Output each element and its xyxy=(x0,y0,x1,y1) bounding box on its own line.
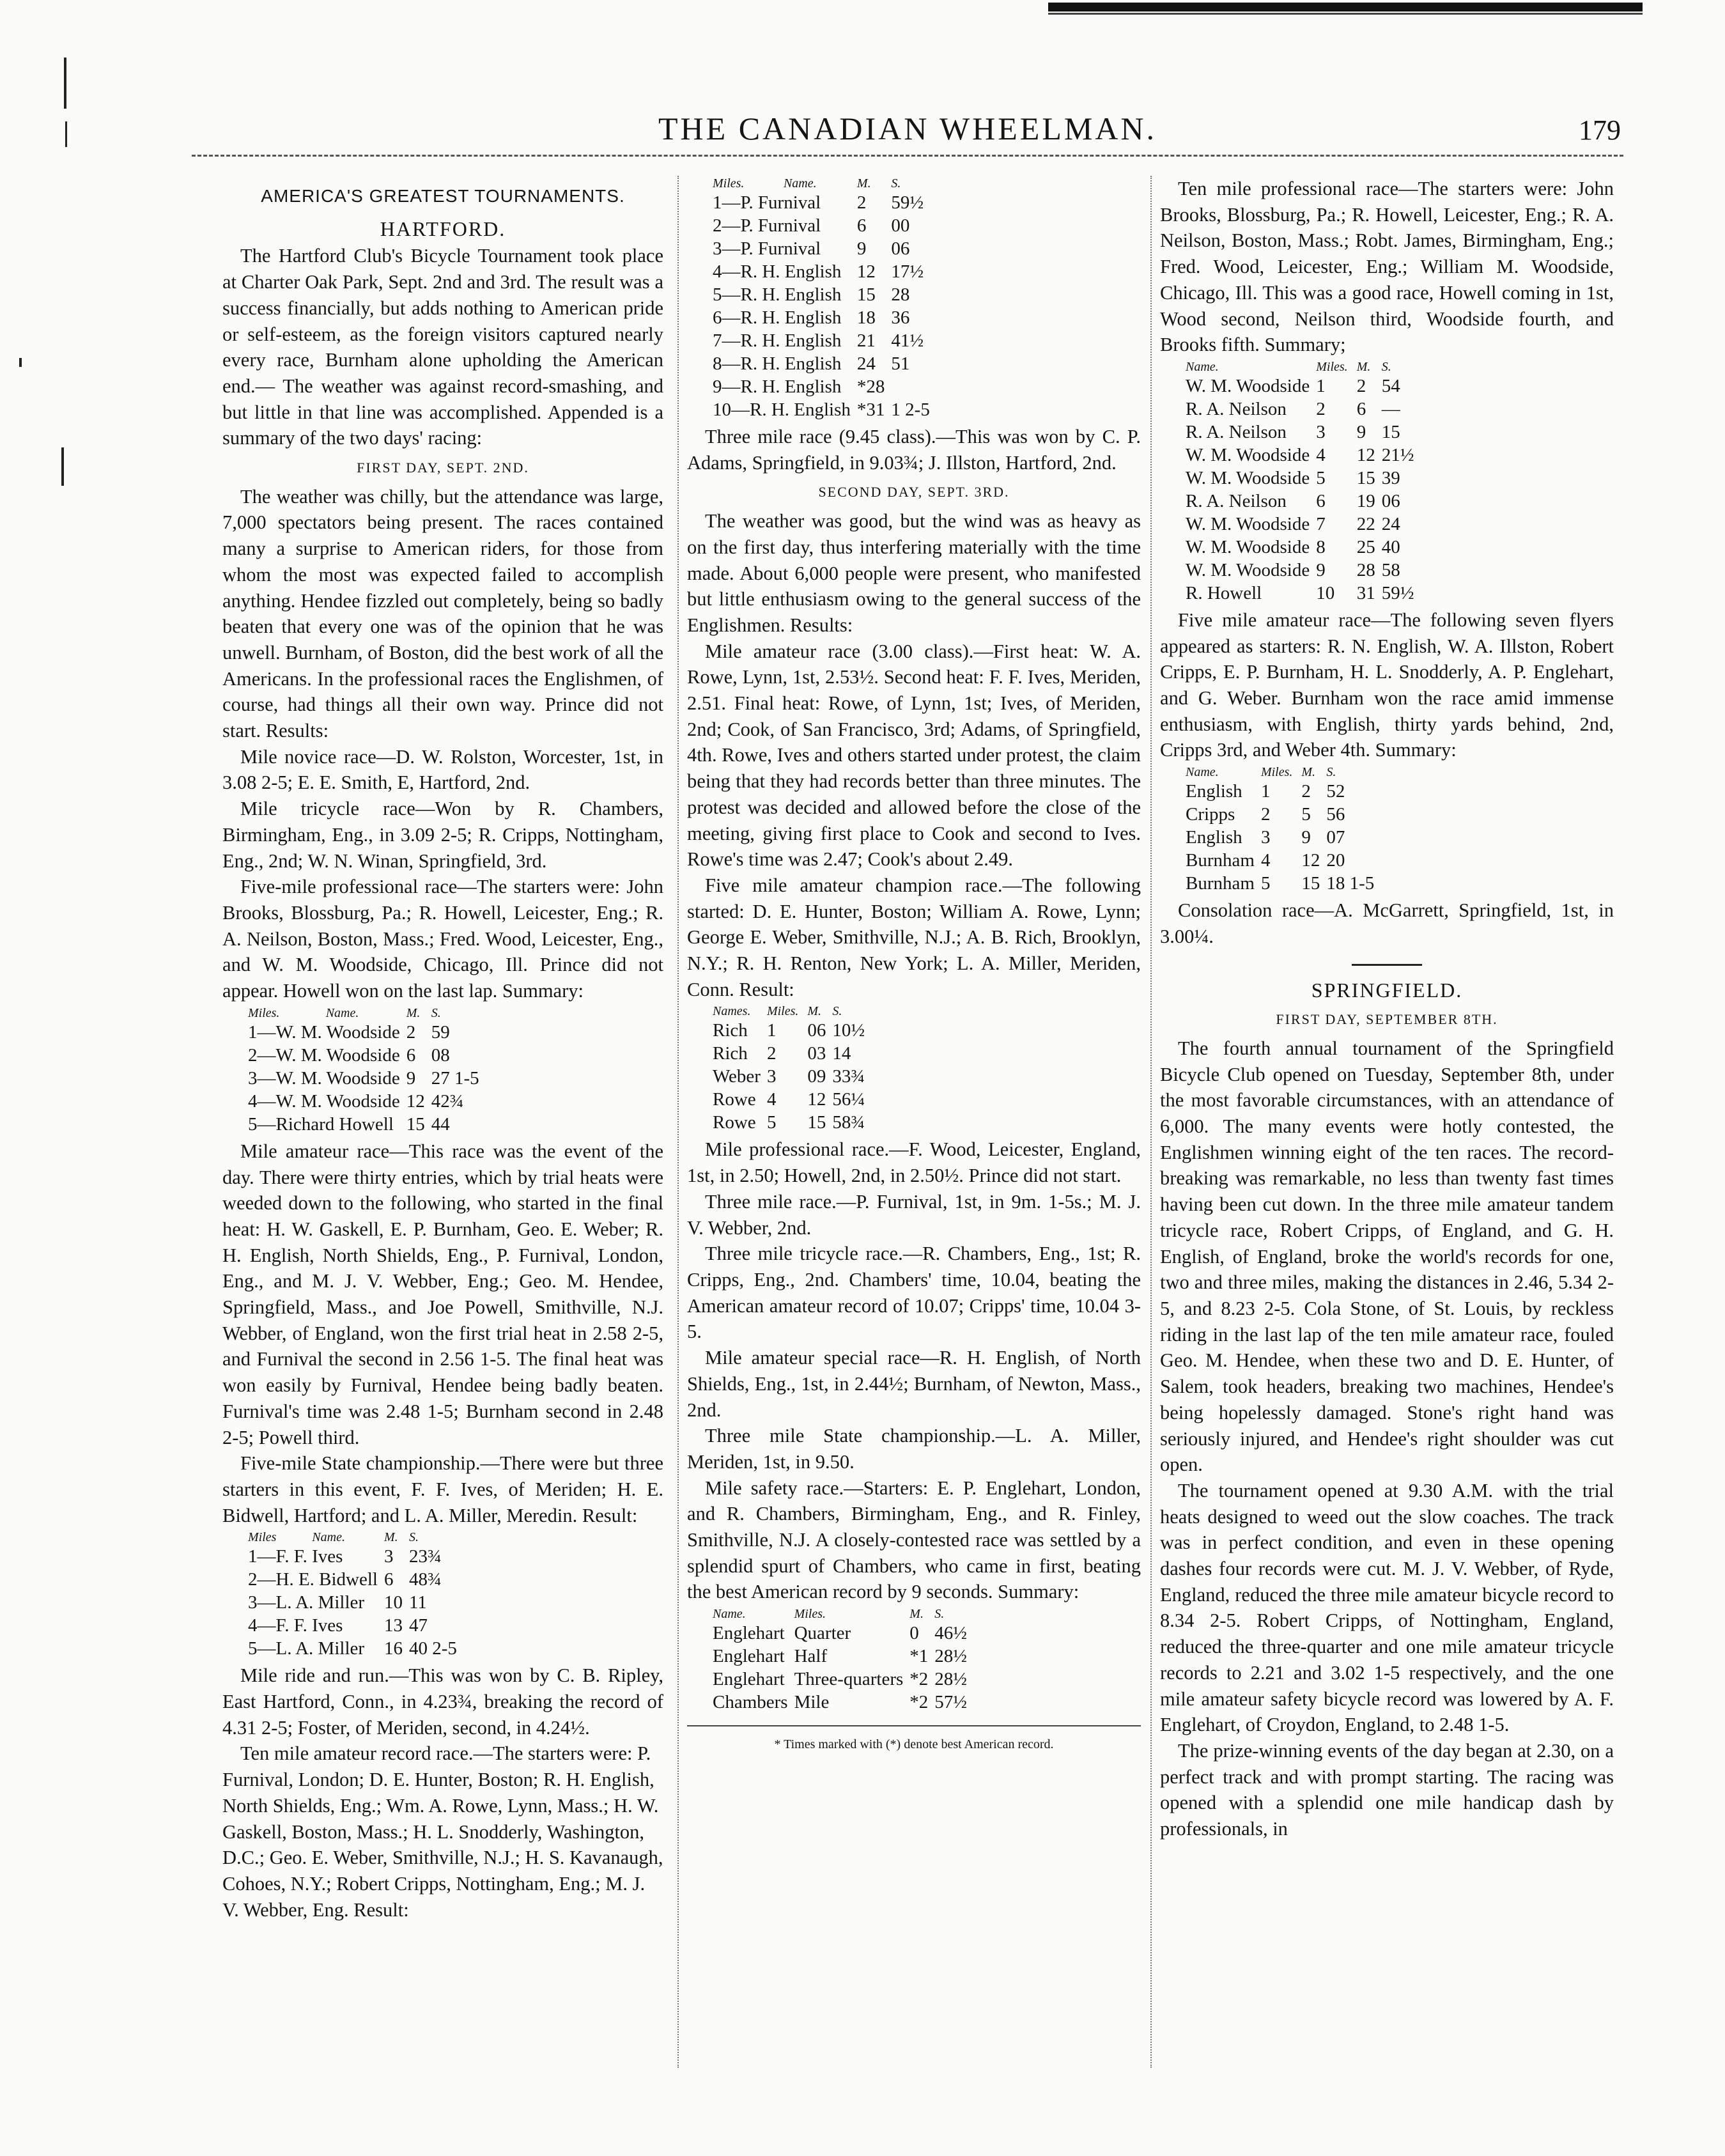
table-header: Name. xyxy=(1186,765,1219,780)
paragraph: Mile novice race—D. W. Rolston, Worcester, 1st, in 3.08 2-5; E. E. Smith, E, Hartford, 2nd. xyxy=(222,745,663,794)
table-header: Miles. xyxy=(713,176,745,190)
table-cell: 17½ xyxy=(891,261,924,282)
top-rule xyxy=(1048,3,1643,12)
table-cell: 20 xyxy=(1326,850,1345,871)
table-cell: *28 xyxy=(856,376,885,397)
table-row xyxy=(248,1044,486,1067)
table-cell: 10—R. H. English xyxy=(713,399,851,420)
table-row xyxy=(713,1088,871,1111)
table-cell: Rowe xyxy=(713,1112,756,1133)
table-header: M. xyxy=(406,1005,421,1020)
table-cell: 4 xyxy=(766,1089,777,1110)
column-1 xyxy=(222,176,663,1923)
table-cell: 4 xyxy=(1316,444,1326,465)
table-row xyxy=(713,283,936,306)
table-cell: 9 xyxy=(856,238,867,259)
table-header: Name. xyxy=(312,1530,345,1545)
table-cell: 33¾ xyxy=(832,1066,865,1087)
section-heading-springfield: SPRINGFIELD. xyxy=(1311,978,1463,1002)
table-cell: 4—F. F. Ives xyxy=(248,1615,343,1636)
table-cell: 58 xyxy=(1381,559,1400,580)
table-cell: 1—P. Furnival xyxy=(713,192,821,213)
header-rule xyxy=(192,155,1623,159)
table-cell: *2 xyxy=(909,1669,929,1690)
table-row xyxy=(1186,872,1381,895)
table-cell: 52 xyxy=(1326,781,1345,802)
table-cell: 03 xyxy=(807,1043,826,1064)
table-row xyxy=(248,1637,463,1660)
table-cell: Rowe xyxy=(713,1089,756,1110)
paragraph: The tournament opened at 9.30 A.M. with the trial heats designed to weed out the slow coaches. The track was in perfect condition, and even in these opening dashes four records were cut. M. J. V. Webber, of Ryde, England, reduced the three mile amateur bicycle record to 8.34 2-5. Robert Cripps, of Nottingham, England, reduced the three-quarter and one mile amateur tricycle records to 2.21 and 3.02 1-5 respectively, and the one mile amateur safety bicycle record was lowered by A. F. Englehart, of Croydon, England, to 2.48 1-5. xyxy=(1160,1479,1614,1736)
table-row xyxy=(1186,513,1420,536)
table-cell: 56 xyxy=(1326,804,1345,825)
table-header: Name. xyxy=(713,1607,746,1622)
table-cell: 6 xyxy=(384,1569,394,1590)
table-header: S. xyxy=(1326,765,1336,780)
results-table xyxy=(248,1005,486,1136)
table-row xyxy=(713,1019,871,1042)
table-cell: 9 xyxy=(1356,421,1366,442)
table-cell: Englehart xyxy=(713,1646,785,1667)
table-header: Miles. xyxy=(794,1607,826,1622)
section-divider xyxy=(1352,964,1422,966)
table-row xyxy=(713,352,936,375)
table-cell: 22 xyxy=(1356,513,1375,534)
table-cell: 08 xyxy=(431,1044,450,1066)
table-cell xyxy=(891,375,936,398)
table-cell: 28½ xyxy=(934,1646,968,1667)
paragraph: Five-mile professional race—The starters were: John Brooks, Blossburg, Pa.; R. Howell, Leicester, Eng.; R. A. Neilson, Boston, Mass.; Fred. Wood, Leicester, Eng., and W. M. Woodside, Chicago, Ill. Prince did not appear. Howell won on the last lap. Summary: xyxy=(222,876,663,1002)
table-cell: 15 xyxy=(1381,421,1400,442)
table-header: Miles. xyxy=(766,1004,799,1019)
table-cell: 9 xyxy=(1301,827,1311,848)
paragraph: Mile tricycle race—Won by R. Chambers, Birmingham, Eng., in 3.09 2-5; R. Cripps, Nottingham, Eng., 2nd; W. N. Winan, Springfield, 3rd. xyxy=(222,798,663,872)
table-cell: 6 xyxy=(1316,490,1326,511)
table-cell: 6—R. H. English xyxy=(713,307,842,328)
results-table xyxy=(1186,764,1381,895)
table-cell: 12 xyxy=(406,1090,425,1112)
table-cell: 59½ xyxy=(1381,582,1414,603)
table-header: M. xyxy=(1301,765,1316,780)
table-cell: *31 xyxy=(856,399,885,420)
table-header: Miles. xyxy=(1316,359,1348,374)
table-header: Name. xyxy=(325,1005,359,1020)
paragraph: Mile ride and run.—This was won by C. B. Ripley, East Hartford, Conn., in 4.23¾, breaking the record of 4.31 2-5; Foster, of Meriden, second, in 4.24½. xyxy=(222,1664,663,1739)
table-cell: 59½ xyxy=(891,192,924,213)
table-cell: English xyxy=(1186,827,1242,848)
table-row xyxy=(713,1622,973,1645)
paragraph: Mile amateur race (3.00 class).—First heat: W. A. Rowe, Lynn, 1st, 2.53½. Second heat: F. F. Ives, Meriden, 2.51. Final heat: Rowe, of Lynn, 1st; Ives, of Meriden, 2nd; Cook, of San Francisco, 3rd; Adams, of Springfield, 4th. Rowe, Ives and others started under protest, the claim being that they had records better than three minutes. The protest was decided and allowed before the close of the meeting, giving first place to Cook and second to Ives. Rowe's time was 2.47; Cook's about 2.49. xyxy=(687,640,1141,871)
table-header: S. xyxy=(1381,359,1391,374)
table-cell: W. M. Woodside xyxy=(1186,467,1310,488)
table-cell: Mile xyxy=(794,1692,830,1713)
table-cell: 7 xyxy=(1316,513,1326,534)
table-cell: 48¾ xyxy=(409,1569,442,1590)
paragraph: Ten mile professional race—The starters were: John Brooks, Blossburg, Pa.; R. Howell, Leicester, Eng.; R. A. Neilson, Boston, Mass.; Robt. James, Birmingham, Eng.; Fred. Wood, Leicester, Eng.; William M. Woodside, Chicago, Ill. This was a good race, Howell coming in 1st, Wood second, Neilson third, Woodside fourth, and Brooks fifth. Summary; xyxy=(1160,178,1614,356)
table-cell: Chambers xyxy=(713,1692,788,1713)
table-cell: Englehart xyxy=(713,1623,785,1644)
table-cell: 14 xyxy=(832,1043,851,1064)
day-heading: FIRST DAY, SEPTEMBER 8TH. xyxy=(1276,1011,1498,1028)
table-cell: 1—F. F. Ives xyxy=(248,1546,343,1567)
table-header: S. xyxy=(409,1530,419,1545)
table-row xyxy=(1186,421,1420,444)
table-header: Name. xyxy=(783,176,817,190)
table-cell: 31 xyxy=(1356,582,1375,603)
table-cell: 25 xyxy=(1356,536,1375,557)
table-cell: 5—Richard Howell xyxy=(248,1113,394,1135)
table-cell: Half xyxy=(794,1646,828,1667)
table-row xyxy=(248,1090,486,1113)
paragraph: Three mile State championship.—L. A. Miller, Meriden, 1st, in 9.50. xyxy=(687,1425,1141,1473)
table-cell: English xyxy=(1186,781,1242,802)
table-cell: 4 xyxy=(1260,850,1271,871)
paragraph: Ten mile amateur record race.—The starters were: P. Furnival, London; D. E. Hunter, Boston; R. H. English, North Shields, Eng.; Wm. A. Rowe, Lynn, Mass.; H. W. Gaskell, Boston, Mass.; H. L. Snodderly, Washington, D.C.; Geo. E. Weber, Smithville, N.J.; H. S. Kavanaugh, Cohoes, N.Y.; Robert Cripps, Nottingham, Eng.; M. J. V. Webber, Eng. Result: xyxy=(222,1742,663,1921)
table-cell: 2 xyxy=(856,192,867,213)
table-row xyxy=(1186,826,1381,849)
table-cell: W. M. Woodside xyxy=(1186,536,1310,557)
table-cell: 46½ xyxy=(934,1623,968,1644)
table-cell: 39 xyxy=(1381,467,1400,488)
table-cell: 5 xyxy=(1260,873,1271,894)
table-cell: 9—R. H. English xyxy=(713,376,842,397)
table-cell: 27 1-5 xyxy=(431,1067,479,1089)
table-cell: 6 xyxy=(856,215,867,236)
table-row xyxy=(1186,582,1420,605)
table-row xyxy=(1186,780,1381,803)
table-cell: 15 xyxy=(406,1113,425,1135)
results-table xyxy=(713,176,936,421)
table-cell: 2—H. E. Bidwell xyxy=(248,1569,378,1590)
table-cell: 2 xyxy=(766,1043,777,1064)
table-row xyxy=(713,1668,973,1691)
table-row xyxy=(1186,490,1420,513)
table-cell: Rich xyxy=(713,1043,748,1064)
table-cell: 1 2-5 xyxy=(891,399,930,420)
table-cell: 5 xyxy=(1301,804,1311,825)
table-cell: Burnham xyxy=(1186,873,1255,894)
table-cell: Three-quarters xyxy=(794,1669,904,1690)
footnote: * Times marked with (*) denote best American record. xyxy=(687,1725,1141,1758)
table-row xyxy=(713,237,936,260)
table-cell: 40 xyxy=(1381,536,1400,557)
day-heading: FIRST DAY, SEPT. 2ND. xyxy=(357,460,529,476)
table-row xyxy=(713,214,936,237)
table-cell: Englehart xyxy=(713,1669,785,1690)
table-header: S. xyxy=(832,1004,842,1019)
table-cell: 2—W. M. Woodside xyxy=(248,1044,400,1066)
table-row xyxy=(713,260,936,283)
table-cell: 06 xyxy=(891,238,910,259)
table-cell: 24 xyxy=(1381,513,1400,534)
table-cell: 09 xyxy=(807,1066,826,1087)
paragraph: The weather was good, but the wind was as heavy as on the first day, thus interfering materially with the time made. About 6,000 people were present, who manifested but little enthusiasm owing to the general success of the Englishmen. Results: xyxy=(687,510,1141,636)
paragraph: Mile safety race.—Starters: E. P. Englehart, London, and R. Chambers, Birmingham, Eng., and R. Finley, Smithville, N.J. A closely-contested race was settled by a splendid spurt of Chambers, who came in first, beating the best American record by 9 seconds. Summary: xyxy=(687,1477,1141,1603)
table-header: Miles. xyxy=(248,1005,280,1020)
table-cell: 40 2-5 xyxy=(409,1638,457,1659)
table-row xyxy=(713,375,936,398)
table-cell: Burnham xyxy=(1186,850,1255,871)
table-cell: 3 xyxy=(1260,827,1271,848)
table-cell: 12 xyxy=(856,261,876,282)
table-row xyxy=(1186,375,1420,398)
paragraph: The fourth annual tournament of the Springfield Bicycle Club opened on Tuesday, September 8th, under the most favorable circumstances, with an attendance of 6,000. The many events were hotly contested, the Englishmen winning eight of the ten races. The record-breaking was remarkable, no less than twenty fast times having been cut down. In the three mile amateur tandem tricycle race, Robert Cripps, of England, and G. H. English, of England, broke the world's records for one, two and three miles, making the distances in 2.46, 5.34 2-5, and 8.23 2-5. Cola Stone, of St. Louis, by reckless riding in the last lap of the ten mile amateur race, fouled Geo. M. Hendee, when these two and D. E. Hunter, of Salem, took headers, breaking two machines, Hendee's being hopelessly damaged. Stone's right hand was seriously injured, and Hendee's right shoulder was cut open. xyxy=(1160,1037,1614,1476)
table-cell: 10 xyxy=(1316,582,1335,603)
table-cell: 2 xyxy=(406,1021,416,1043)
table-cell: 10½ xyxy=(832,1020,865,1041)
table-cell: 5 xyxy=(766,1112,777,1133)
table-cell: 9 xyxy=(1316,559,1326,580)
table-cell: *1 xyxy=(909,1646,929,1667)
table-cell: 57½ xyxy=(934,1692,968,1713)
table-cell: 12 xyxy=(1356,444,1375,465)
margin-mark xyxy=(61,447,64,486)
table-cell: 28½ xyxy=(934,1669,968,1690)
table-header: Miles xyxy=(248,1530,277,1545)
table-cell: 5 xyxy=(1316,467,1326,488)
table-cell: 3—W. M. Woodside xyxy=(248,1067,400,1089)
masthead-title: THE CANADIAN WHEELMAN. xyxy=(658,111,1157,146)
table-cell: 42¾ xyxy=(431,1090,464,1112)
column-divider xyxy=(1150,176,1152,2068)
table-header: S. xyxy=(891,176,901,190)
table-cell: *2 xyxy=(909,1692,929,1713)
paragraph: The weather was chilly, but the attendance was large, 7,000 spectators being present. The races contained many a surprise to American riders, for those from whom the most was expected failed to accomplish anything. Hendee fizzled out completely, being so badly beaten that every one was of the opinion that he was unwell. Burnham, of Boston, did the best work of all the Americans. In the professional races the Englishmen, of course, had things all their own way. Prince did not start. Results: xyxy=(222,485,663,742)
table-cell: W. M. Woodside xyxy=(1186,444,1310,465)
table-cell: 3 xyxy=(766,1066,777,1087)
results-table xyxy=(248,1530,463,1660)
column-divider xyxy=(677,176,679,2068)
table-cell: 1—W. M. Woodside xyxy=(248,1021,400,1043)
table-header: M. xyxy=(807,1004,822,1019)
table-cell: R. A. Neilson xyxy=(1186,490,1287,511)
paragraph: Mile amateur special race—R. H. English, of North Shields, Eng., 1st, in 2.44½; Burnham, of Newton, Mass., 2nd. xyxy=(687,1347,1141,1421)
table-cell: 19 xyxy=(1356,490,1375,511)
table-cell: 15 xyxy=(807,1112,826,1133)
table-row xyxy=(1186,536,1420,559)
table-cell: 12 xyxy=(807,1089,826,1110)
results-table xyxy=(713,1004,871,1134)
table-cell: 07 xyxy=(1326,827,1345,848)
table-cell: 0 xyxy=(909,1623,919,1644)
table-cell: 5—R. H. English xyxy=(713,284,842,305)
paragraph: The Hartford Club's Bicycle Tournament took place at Charter Oak Park, Sept. 2nd and 3rd. The result was a success financially, but adds nothing to American pride or self-esteem, as the foreign visitors captured nearly every race, Burnham alone upholding the American end.— The weather was against record-smashing, and but little in that line was accomplished. Appended is a summary of the two days' racing: xyxy=(222,245,663,449)
table-cell: 3—P. Furnival xyxy=(713,238,821,259)
paragraph: Five mile amateur race—The following seven flyers appeared as starters: R. N. English, W. A. Illston, Robert Cripps, E. P. Burnham, H. L. Snodderly, A. P. Englehart, and G. Weber. Burnham won the race amid immense enthusiasm, with English, thirty yards behind, 2nd, Cripps 3rd, and Weber 4th. Summary: xyxy=(1160,609,1614,761)
table-cell: 1 xyxy=(766,1020,777,1041)
table-cell: 47 xyxy=(409,1615,428,1636)
table-row xyxy=(1186,444,1420,467)
table-row xyxy=(713,1645,973,1668)
paragraph: Mile amateur race—This race was the event of the day. There were thirty entries, which by trial heats were weeded down to the following, who started in the final heat: H. W. Gaskell, E. P. Burnham, Geo. E. Weber; R. H. English, North Shields, Eng., P. Furnival, London, Eng., and M. J. V. Webber, Eng.; Geo. M. Hendee, Springfield, Mass., and Joe Powell, Smithville, N.J. Webber, of England, won the first trial heat in 2.58 2-5, and Furnival the second in 2.56 1-5. The final heat was won easily by Furnival, Hendee being badly beaten. Furnival's time was 2.48 1-5; Burnham second in 2.48 2-5; Powell third. xyxy=(222,1140,663,1448)
table-cell: 44 xyxy=(431,1113,450,1135)
table-cell: 54 xyxy=(1381,375,1400,396)
table-cell: 36 xyxy=(891,307,910,328)
table-cell: 4—R. H. English xyxy=(713,261,842,282)
table-cell: 15 xyxy=(1356,467,1375,488)
table-cell: Quarter xyxy=(794,1623,851,1644)
table-cell: 24 xyxy=(856,353,876,374)
table-row xyxy=(713,1111,871,1134)
paragraph: Five-mile State championship.—There were but three starters in this event, F. F. Ives, of Meriden; H. E. Bidwell, Hartford; and L. A. Miller, Meredin. Result: xyxy=(222,1452,663,1526)
table-cell: 3 xyxy=(384,1546,394,1567)
table-cell: R. Howell xyxy=(1186,582,1262,603)
paragraph: Three mile tricycle race.—R. Chambers, Eng., 1st; R. Cripps, Eng., 2nd. Chambers' time, 10.04, beating the American amateur record of 10.07; Cripps' time, 10.04 3-5. xyxy=(687,1243,1141,1343)
table-cell: 11 xyxy=(409,1592,427,1613)
table-cell: — xyxy=(1381,398,1400,419)
section-heading-hartford: HARTFORD. xyxy=(380,217,506,240)
table-cell: 4—W. M. Woodside xyxy=(248,1090,400,1112)
table-header: M. xyxy=(909,1607,924,1622)
table-cell: 59 xyxy=(431,1021,450,1043)
table-header: S. xyxy=(934,1607,945,1622)
table-cell: W. M. Woodside xyxy=(1186,375,1310,396)
table-row xyxy=(248,1545,463,1568)
table-row xyxy=(248,1614,463,1637)
table-cell: 9 xyxy=(406,1067,416,1089)
table-header: Names. xyxy=(713,1004,751,1019)
table-cell: Rich xyxy=(713,1020,748,1041)
table-cell: 16 xyxy=(384,1638,403,1659)
column-3 xyxy=(1160,176,1614,1842)
table-row xyxy=(713,1042,871,1065)
article-title: AMERICA'S GREATEST TOURNAMENTS. xyxy=(261,186,625,206)
table-row xyxy=(1186,849,1381,872)
table-cell: 18 xyxy=(856,307,876,328)
table-cell: 21½ xyxy=(1381,444,1414,465)
table-cell: 58¾ xyxy=(832,1112,865,1133)
table-header: M. xyxy=(856,176,871,190)
paragraph: Three mile race.—P. Furnival, 1st, in 9m. 1-5s.; M. J. V. Webber, 2nd. xyxy=(687,1190,1141,1239)
table-cell: 2—P. Furnival xyxy=(713,215,821,236)
table-cell: 2 xyxy=(1301,781,1311,802)
table-row xyxy=(248,1021,486,1044)
table-cell: 51 xyxy=(891,353,910,374)
table-cell: 06 xyxy=(807,1020,826,1041)
table-cell: 18 1-5 xyxy=(1326,873,1375,894)
table-cell: 2 xyxy=(1260,804,1271,825)
table-cell: 56¼ xyxy=(832,1089,865,1110)
table-cell: 13 xyxy=(384,1615,403,1636)
table-header: S. xyxy=(431,1005,441,1020)
results-table xyxy=(1186,359,1420,605)
day-heading: SECOND DAY, SEPT. 3RD. xyxy=(818,484,1010,500)
table-cell: R. A. Neilson xyxy=(1186,421,1287,442)
table-cell: 15 xyxy=(1301,873,1320,894)
table-cell: 3—L. A. Miller xyxy=(248,1592,365,1613)
table-cell: R. A. Neilson xyxy=(1186,398,1287,419)
table-header: Name. xyxy=(1186,359,1219,374)
paragraph: The prize-winning events of the day began at 2.30, on a perfect track and with prompt starting. The racing was opened with a splendid one mile handicap dash by professionals, in xyxy=(1160,1739,1614,1840)
paragraph: Three mile race (9.45 class).—This was won by C. P. Adams, Springfield, in 9.03¾; J. Illston, Hartford, 2nd. xyxy=(687,426,1141,474)
table-row xyxy=(713,398,936,421)
page-number: 179 xyxy=(1579,114,1621,146)
margin-mark xyxy=(65,121,67,147)
table-cell: 6 xyxy=(406,1044,416,1066)
table-row xyxy=(248,1568,463,1591)
table-cell: 8 xyxy=(1316,536,1326,557)
table-row xyxy=(248,1113,486,1136)
table-cell: 21 xyxy=(856,330,876,351)
table-cell: Weber xyxy=(713,1066,761,1087)
table-cell: W. M. Woodside xyxy=(1186,559,1310,580)
column-2 xyxy=(687,176,1141,1758)
table-cell: 2 xyxy=(1316,398,1326,419)
table-cell: 7—R. H. English xyxy=(713,330,842,351)
table-cell: 00 xyxy=(891,215,910,236)
table-cell: Cripps xyxy=(1186,804,1235,825)
table-row xyxy=(248,1591,463,1614)
table-cell: 10 xyxy=(384,1592,403,1613)
table-cell: 15 xyxy=(856,284,876,305)
paragraph: Five mile amateur champion race.—The following started: D. E. Hunter, Boston; William A. Rowe, Lynn; George E. Weber, Smithville, N.J.; A. B. Rich, Brooklyn, N.Y.; R. H. Renton, New York; L. A. Miller, Meriden, Conn. Result: xyxy=(687,874,1141,1000)
table-row xyxy=(1186,398,1420,421)
table-header: M. xyxy=(1356,359,1371,374)
table-cell: 5—L. A. Miller xyxy=(248,1638,365,1659)
table-cell: 28 xyxy=(1356,559,1375,580)
margin-mark xyxy=(64,58,66,109)
table-row xyxy=(1186,467,1420,490)
table-cell: 1 xyxy=(1260,781,1271,802)
table-row xyxy=(1186,559,1420,582)
table-cell: 12 xyxy=(1301,850,1320,871)
table-row xyxy=(713,306,936,329)
table-header: Miles. xyxy=(1260,765,1293,780)
table-row xyxy=(248,1067,486,1090)
table-cell: 6 xyxy=(1356,398,1366,419)
table-row xyxy=(713,329,936,352)
table-cell: 06 xyxy=(1381,490,1400,511)
results-table xyxy=(713,1606,973,1714)
table-row xyxy=(713,1691,973,1714)
table-header: M. xyxy=(384,1530,398,1545)
table-cell: 2 xyxy=(1356,375,1366,396)
table-cell: 28 xyxy=(891,284,910,305)
margin-mark xyxy=(19,358,22,367)
table-cell: 23¾ xyxy=(409,1546,442,1567)
table-row xyxy=(713,1065,871,1088)
table-row xyxy=(1186,803,1381,826)
table-cell: 8—R. H. English xyxy=(713,353,842,374)
table-cell: 3 xyxy=(1316,421,1326,442)
table-cell: 41½ xyxy=(891,330,924,351)
top-rule-thin xyxy=(1048,13,1643,15)
paragraph: Consolation race—A. McGarrett, Springfield, 1st, in 3.00¼. xyxy=(1160,899,1614,947)
table-cell: W. M. Woodside xyxy=(1186,513,1310,534)
paragraph: Mile professional race.—F. Wood, Leicester, England, 1st, in 2.50; Howell, 2nd, in 2.50½. Prince did not start. xyxy=(687,1138,1141,1187)
table-row xyxy=(713,191,936,214)
table-cell: 1 xyxy=(1316,375,1326,396)
